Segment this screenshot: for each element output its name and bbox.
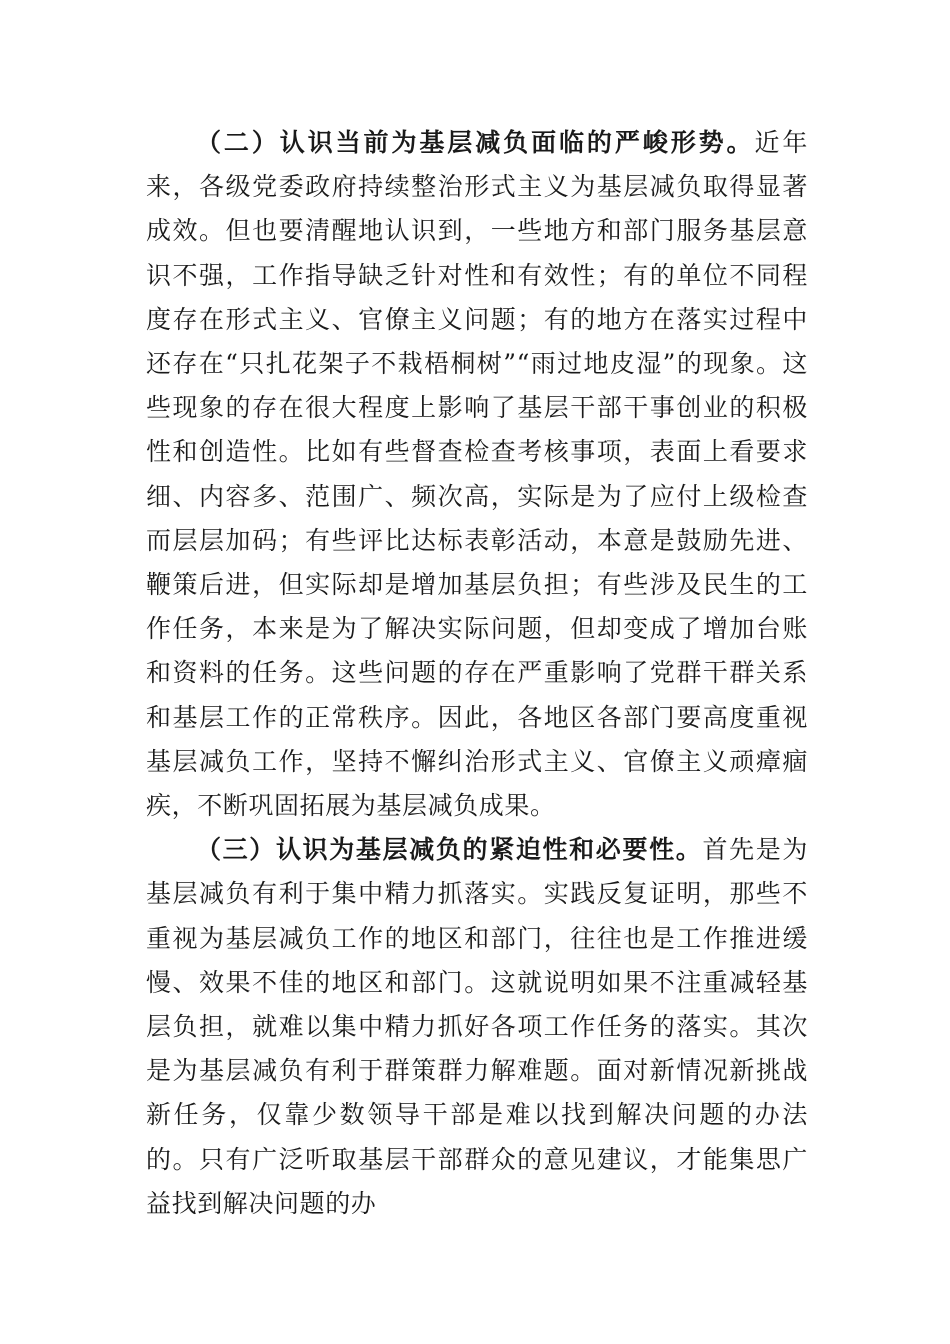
document-body — [146, 121, 808, 1226]
section-3-heading: （三）认识为基层减负的紧迫性和必要性。 — [196, 835, 703, 865]
paragraph-section-3 — [146, 828, 808, 1226]
section-2-heading: （二）认识当前为基层减负面临的严峻形势。 — [196, 128, 755, 157]
paragraph-section-2 — [146, 121, 808, 828]
section-2-text: 近年来，各级党委政府持续整治形式主义为基层减负取得显著成效。但也要清醒地认识到，一些地方和部门服务基层意识不强，工作指导缺乏针对性和有效性；有的单位不同程度存在形式主义、官僚主义问题；有的地方在落实过程中还存在“只扎花架子不栽梧桐树”“雨过地皮湿”的现象。这些现象的存在很大程度上影响了基层干部干事创业的积极性和创造性。比如有些督查检查考核事项，表面上看要求细、内容多、范围广、频次高，实际是为了应付上级检查而层层加码；有些评比达标表彰活动，本意是鼓励先进、鞭策后进，但实际却是增加基层负担；有些涉及民生的工作任务，本来是为了解决实际问题，但却变成了增加台账和资料的任务。这些问题的存在严重影响了党群干群关系和基层工作的正常秩序。因此，各地区各部门要高度重视基层减负工作，坚持不懈纠治形式主义、官僚主义顽瘴痼疾，不断巩固拓展为基层减负成果。 — [146, 128, 808, 821]
section-3-text: 首先是为基层减负有利于集中精力抓落实。实践反复证明，那些不重视为基层减负工作的地区和部门，往往也是工作推进缓慢、效果不佳的地区和部门。这就说明如果不注重减轻基层负担，就难以集中精力抓好各项工作任务的落实。其次是为基层减负有利于群策群力解难题。面对新情况新挑战新任务，仅靠少数领导干部是难以找到解决问题的办法的。只有广泛听取基层干部群众的意见建议，才能集思广益找到解决问题的办 — [146, 835, 808, 1218]
